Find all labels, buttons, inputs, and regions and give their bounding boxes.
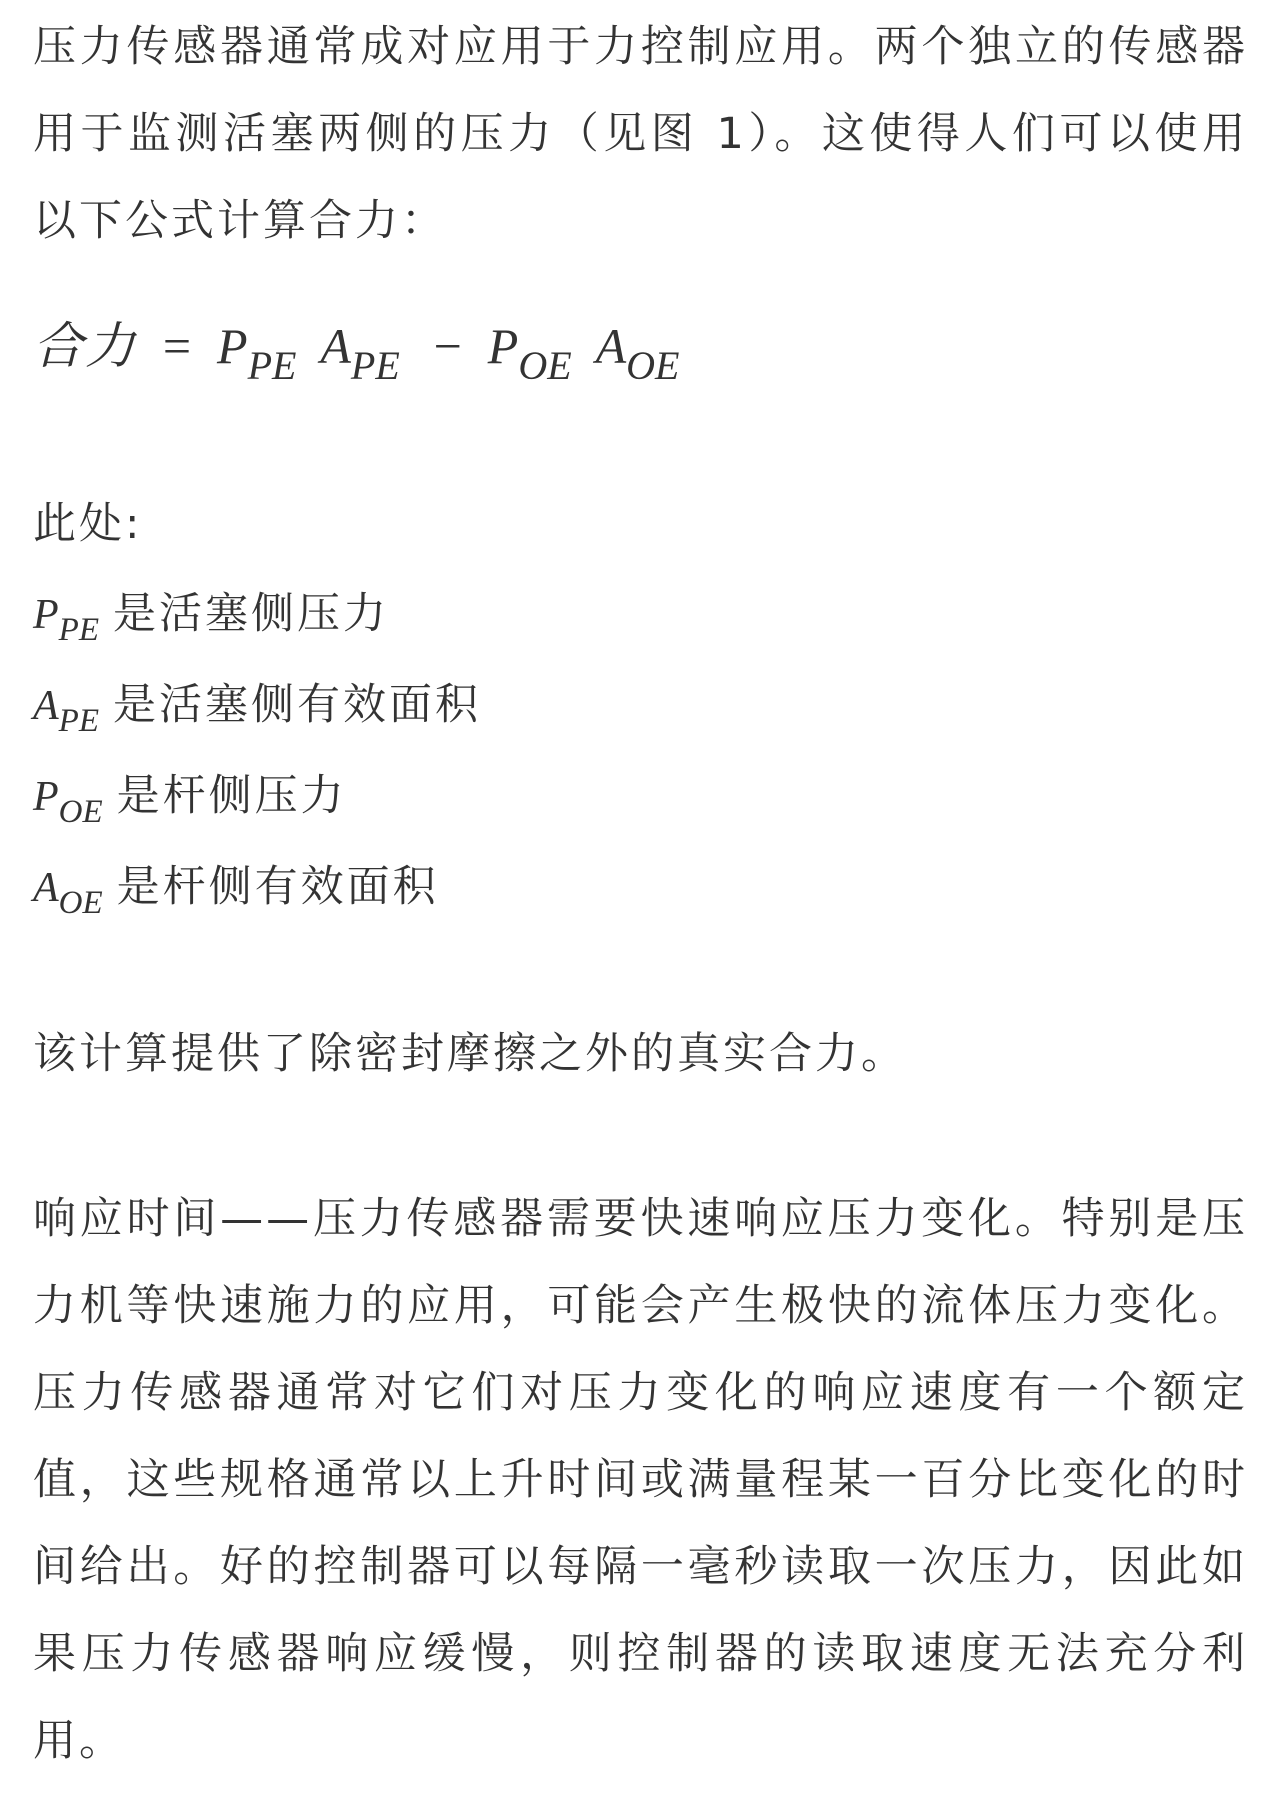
- formula-term1-pressure: P: [217, 318, 248, 374]
- where-label: 此处:: [33, 499, 143, 549]
- definition-subscript: OE: [58, 794, 103, 830]
- formula-term1-pressure-sub: PE: [247, 343, 297, 388]
- net-force-formula: [33, 291, 1248, 401]
- definition-subscript: PE: [58, 612, 99, 648]
- intro-paragraph: 压力传感器通常成对应用于力控制应用。两个独立的传感器用于监测活塞两侧的压力（见图 1）。这使得人们可以使用以下公式计算合力：: [33, 22, 1248, 246]
- definitions-block: [33, 479, 1248, 933]
- definition-row: [33, 569, 1248, 660]
- summary-paragraph: 该计算提供了除密封摩擦之外的真实合力。: [33, 1029, 907, 1079]
- article-body: [33, 0, 1248, 1785]
- response-time-paragraph: 响应时间——压力传感器需要快速响应压力变化。特别是压力机等快速施力的应用，可能会产生极快的流体压力变化。压力传感器通常对它们对压力变化的响应速度有一个额定值，这些规格通常以上升时间或满量程某一百分比变化的时间给出。好的控制器可以每隔一毫秒读取一次压力，因此如果压力传感器响应缓慢，则控制器的读取速度无法充分利用。: [33, 1194, 1248, 1766]
- definition-row: [33, 660, 1248, 751]
- definition-row: [33, 842, 1248, 933]
- formula-lhs: 合力: [33, 317, 137, 375]
- formula-term2-area: A: [595, 318, 627, 374]
- formula-term2-pressure: P: [487, 318, 519, 374]
- definition-row: [33, 751, 1248, 842]
- definition-subscript: OE: [58, 885, 103, 921]
- formula-term2-area-sub: OE: [626, 343, 680, 388]
- formula-term1-area: A: [320, 318, 351, 374]
- definition-text: 是活塞侧压力: [112, 589, 389, 639]
- formula-minus: −: [433, 318, 462, 374]
- formula-equals: =: [162, 318, 192, 374]
- definition-symbol: P: [33, 592, 59, 638]
- definition-text: 是杆侧压力: [116, 771, 347, 821]
- definition-text: 是活塞侧有效面积: [112, 680, 481, 730]
- definition-symbol: P: [33, 774, 59, 820]
- formula-term1-area-sub: PE: [350, 343, 400, 388]
- formula-term2-pressure-sub: OE: [518, 343, 572, 388]
- definition-symbol: A: [33, 683, 59, 729]
- definition-text: 是杆侧有效面积: [116, 862, 439, 912]
- definition-subscript: PE: [58, 703, 99, 739]
- definition-symbol: A: [33, 865, 59, 911]
